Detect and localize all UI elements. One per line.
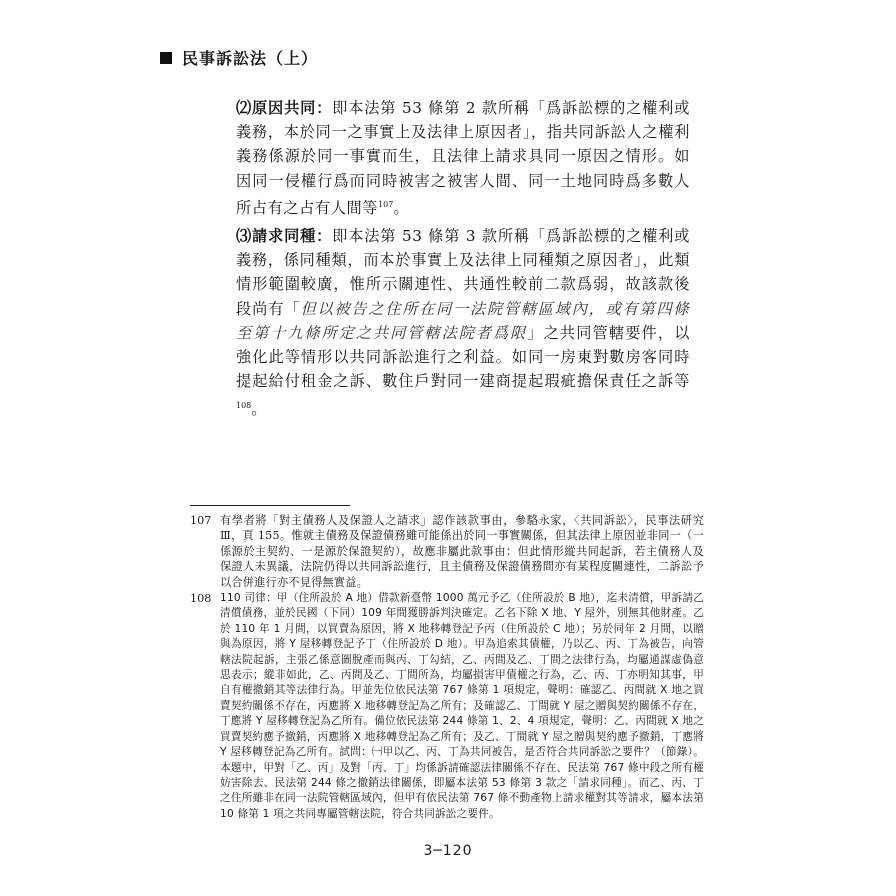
footnote-107 — [190, 513, 704, 590]
footnote-text: 110 司律：甲（住所設於 A 地）借款新臺幣 1000 萬元予乙（住所設於 B 地），迄未清償，甲訴請乙清償債務，並於民國（下同）109 年間獲勝訴判決確定。乙名下除 X 地、Y 屋外，別無其他財產。乙於 110 年 1 月間，以買賣為原因，將 X 地移轉登記予丙（住所設於 C 地）；另於同年 2 月間，以贈與為原因，將 Y 屋移轉登記予丁（住所設於 D 地）。甲為追索其債權，乃以乙、丙、丁為被告，向管轄法院起訴，主張乙係意圖脫產而與丙、丁勾結，乙、丙間及乙、丁間之法律行為，均屬通謀虛偽意思表示；縱非如此，乙、丙間及乙、丁間所為，均屬損害甲債權之行為，乙、丙、丁亦明知其事，甲自有權撤銷其等法律行為。甲並先位依民法第 767 條第 1 項規定，聲明：確認乙、丙間就 X 地之買賣契約關係不存在，丙應將 X 地移轉登記為乙所有；及確認乙、丁間就 Y 屋之贈與契約關係不存在，丁應將 Y 屋移轉登記為乙所有。備位依民法第 244 條第 1、2、4 項規定，聲明：乙、丙間就 X 地之買賣契約應予撤銷，丙應將 X 地移轉登記為乙所有；及乙、丁間就 Y 屋之贈與契約應予撤銷，丁應將 Y 屋移轉登記為乙所有。試問：㈠甲以乙、丙、丁為共同被告，是否符合共同訴訟之要件？（節錄）。本題中，甲對「乙、丙」及對「丙、丁」均係訴請確認法律關係不存在、民法第 767 條中段之所有權妨害除去、民法第 244 條之撤銷法律關係，即屬本法第 53 條第 3 款之「請求同種」。而乙、丙、丁之住所雖非在同一法院管轄區域內，但甲有依民法第 767 條不動產物上請求權對其等請求，屬本法第 10 條第 1 項之共同專屬管轄法院，符合共同訴訟之要件。 — [220, 592, 704, 820]
paragraph-text: 即本法第 53 條第 3 款所稱「爲訴訟標的之權利或義務，係同種類，而本於事實上及法律上同種類之原因者」，此類情形範圍較廣，惟所示關連性、共通性較前二款爲弱，故該款後段尚有「 — [236, 227, 690, 318]
footnote-text: 有學者將「對主債務人及保證人之請求」認作該款事由，參駱永家，〈共同訴訟〉，民事法研究Ⅲ，頁 155。惟就主債務及保證債務雖可能係出於同一事實關係，但其法律上原因並非同一（一係源於主契約、一是源於保證契約），故應非屬此款事由：但此情形縱共同起訴，若主債務人及保證人未異議，法院仍得以共同訴訟進行，且主債務及保證債務間亦有某程度關連性，二訴訟予以合併進行亦不見得無實益。 — [220, 514, 704, 589]
footnotes — [190, 513, 704, 823]
page-number: 3─120 — [423, 843, 473, 859]
paragraph-term: 請求同種： — [252, 227, 333, 246]
black-square-icon — [160, 52, 172, 64]
quoted-provision: 但以被告之住所在同一法院管轄區域內，或有第四條至第十九條所定之共同管轄法院者爲限 — [236, 299, 690, 342]
paragraph-number: ⑵ — [236, 99, 253, 117]
paragraph-claim-same-kind — [222, 224, 690, 421]
footnote-number: 107 — [190, 514, 212, 527]
footnote-ref[interactable]: 108 — [236, 400, 252, 410]
paragraph-number: ⑶ — [236, 227, 253, 246]
main-body — [222, 96, 690, 425]
footnote-108 — [190, 591, 704, 822]
paragraph-text: 即本法第 53 條第 2 款所稱「爲訴訟標的之權利或義務，本於同一之事實上及法律上原因者」，指共同訴訟人之權利義務係源於同一事實而生，且法律上請求具同一原因之情形。如因同一侵權行爲而同時被害之被害人間、同一土地同時爲多數人所占有之占有人間等 — [236, 99, 690, 217]
footnote-ref[interactable]: 107 — [378, 199, 394, 209]
running-header — [160, 46, 318, 69]
footnote-number: 108 — [190, 592, 212, 606]
header-title: 民事訴訟法（上） — [182, 49, 319, 68]
paragraph-cause-common — [222, 96, 690, 220]
paragraph-end: 。 — [251, 399, 268, 418]
paragraph-end: 。 — [393, 198, 410, 217]
paragraph-text-after: 」之共同管轄要件，以強化此等情形以共同訴訟進行之利益。如同一房東對數房客同時提起給付租金之訴、數住戶對同一建商提起瑕疵擔保責任之訴等 — [236, 323, 690, 391]
footnote-divider — [190, 505, 350, 506]
paragraph-term: 原因共同： — [252, 99, 333, 117]
